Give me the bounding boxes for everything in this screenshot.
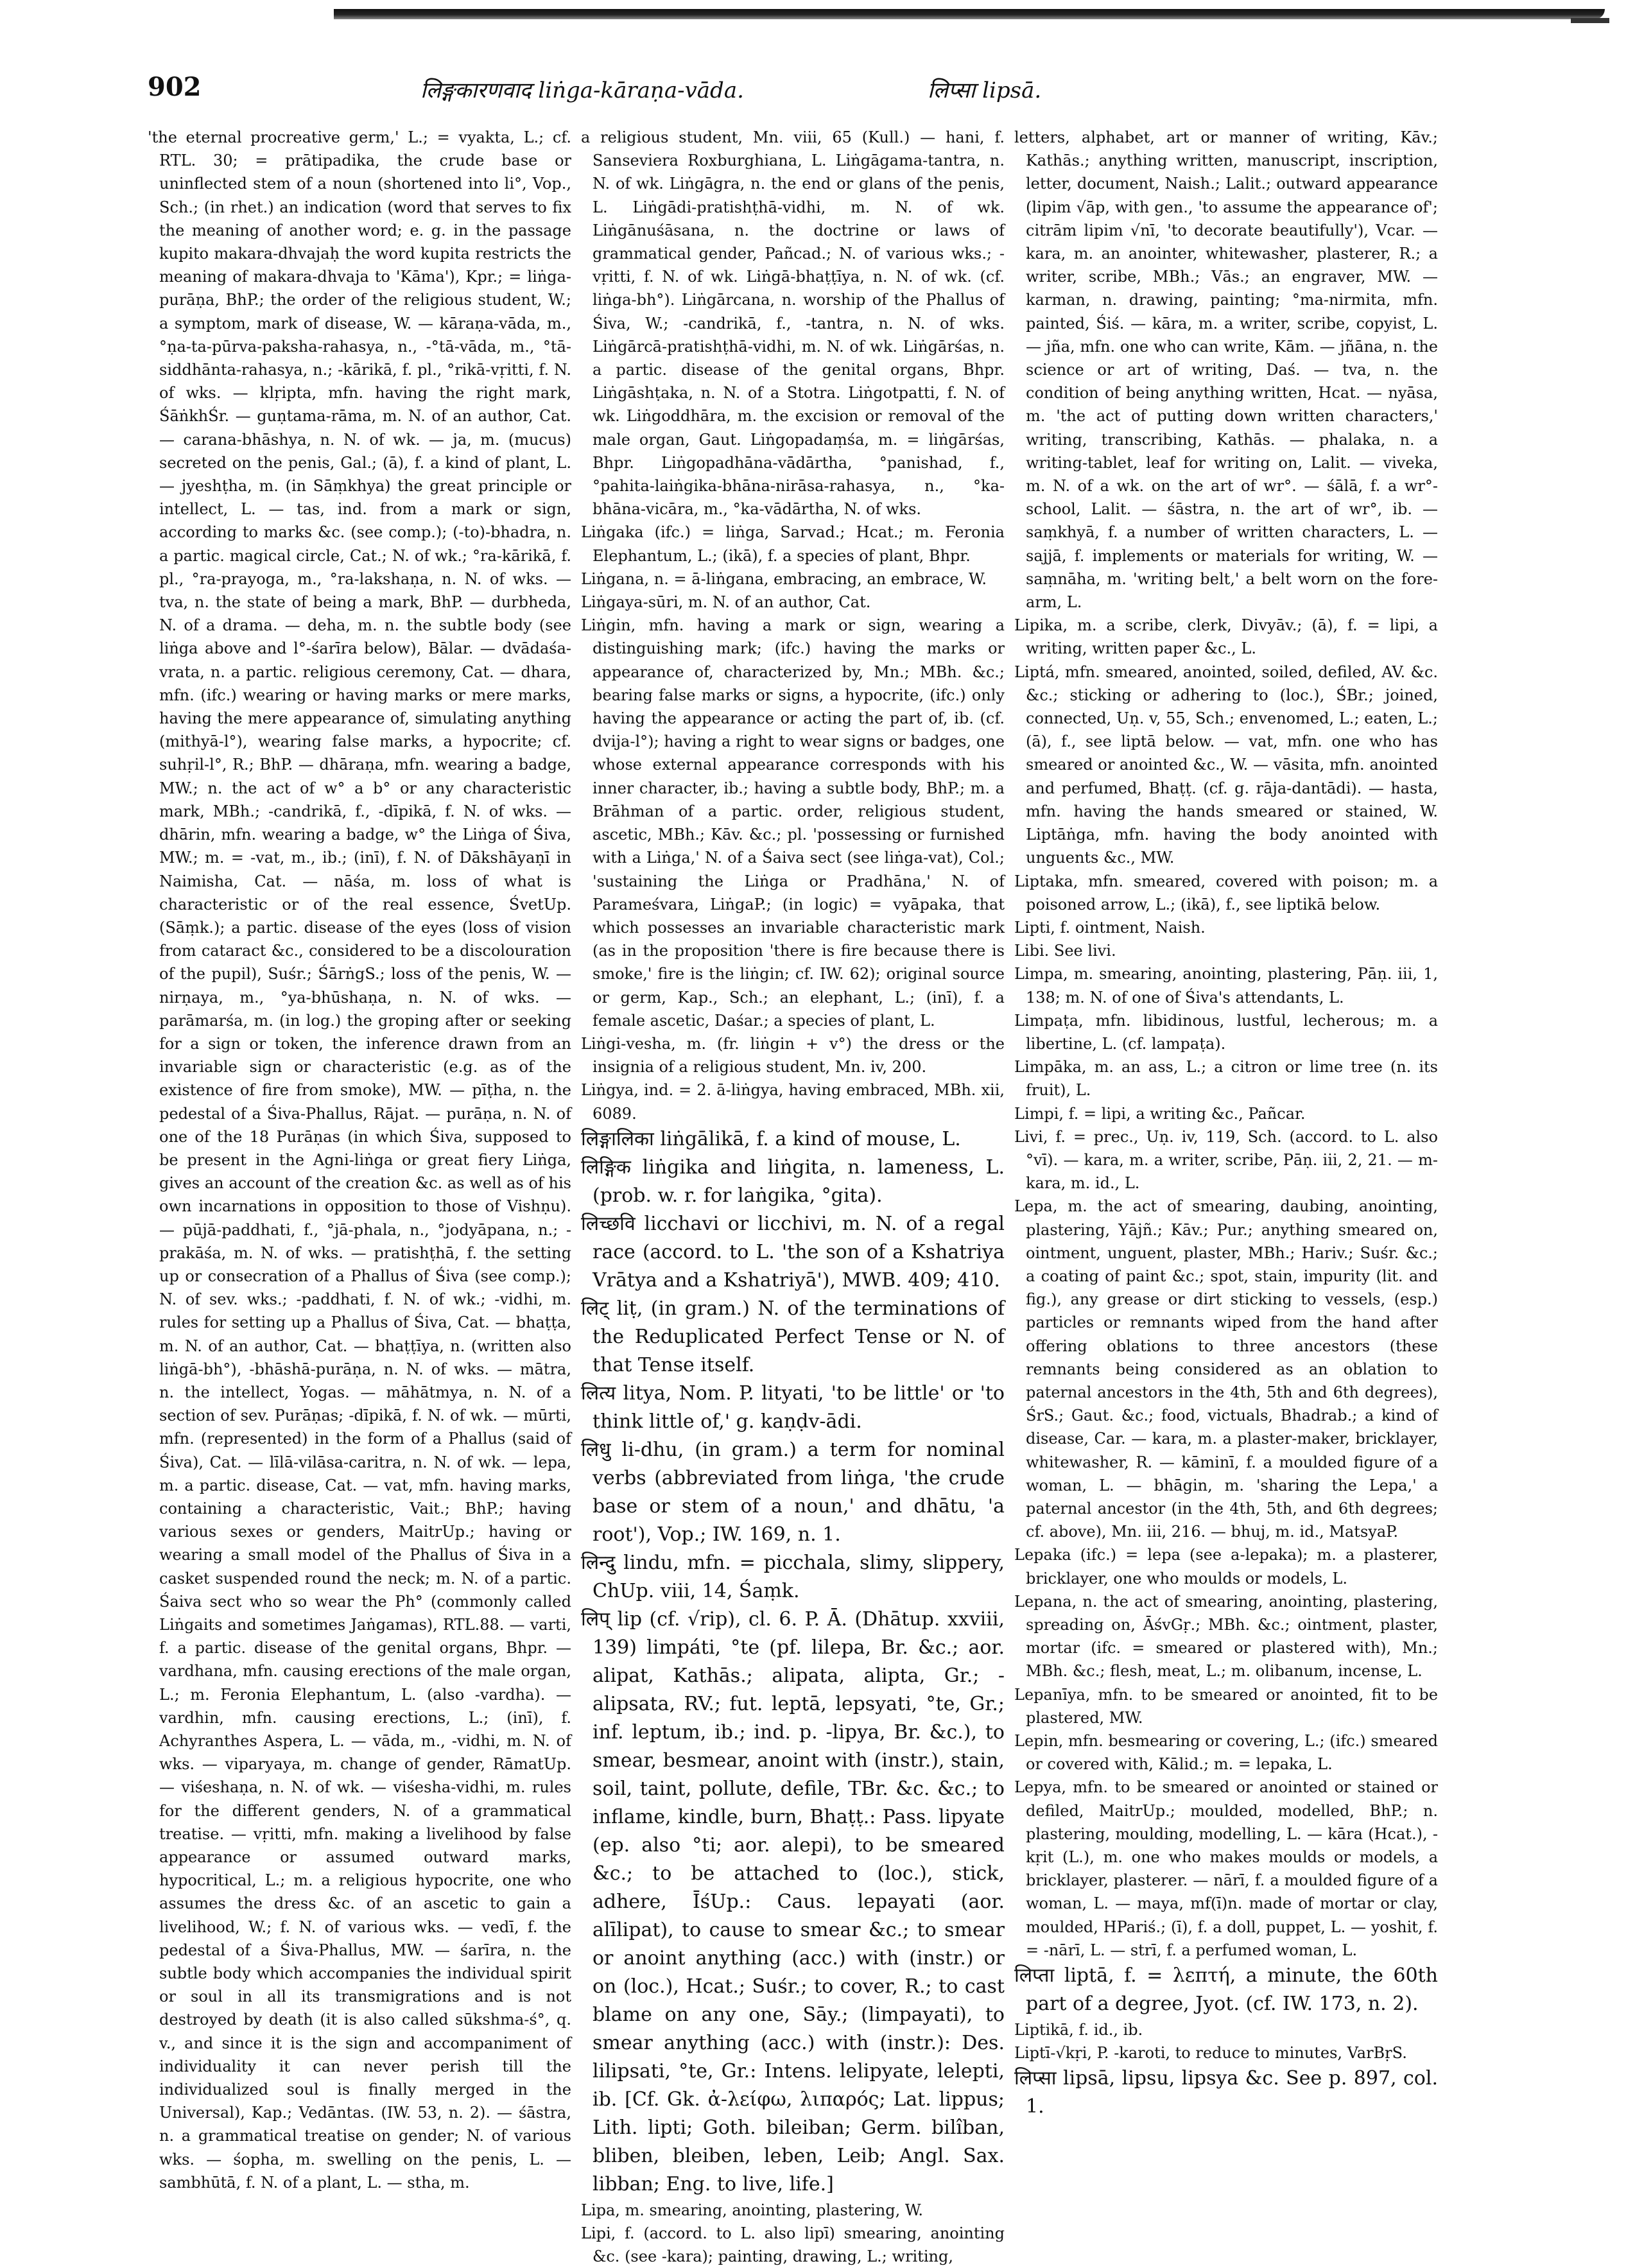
dictionary-entry: Liptá, mfn. smeared, anointed, soiled, defiled, AV. &c. &c.; sticking or adhering to (loc.), ŚBr.; joined, connected, Uṇ. v, 55, Sch.; envenomed, L.; eaten, L.; (ā), f., see liptā below. — vat, mfn. one who has smeared or anointed &c., W. — vāsita, mfn. anointed and perfumed, Bhaṭṭ. (cf. g. rāja-dantādi). — hasta, mfn. having the hands smeared or stained, W. Liptāṅga, mfn. having the body anointed with unguents &c., MW. — [1014, 662, 1438, 867]
dictionary-entry: Livi, f. = prec., Uṇ. iv, 119, Sch. (accord. to L. also °vī). — kara, m. a writer, scribe, Pāṇ. iii, 2, 21. — m-kara, m. id., L. — [1014, 1127, 1438, 1193]
dictionary-entry: Limpaṭa, mfn. libidinous, lustful, lecherous; m. a libertine, L. (cf. lampaṭa). — [1014, 1011, 1438, 1053]
column-1 — [148, 126, 571, 2194]
dictionary-entry-headword: लिङ्गिक liṅgika and liṅgita, n. lameness, L. (prob. w. r. for laṅgika, °gita). — [581, 1156, 1005, 1207]
dictionary-entry-headword: लित्य litya, Nom. P. lityati, 'to be little' or 'to think little of,' g. kaṇḍv-ādi. — [581, 1381, 1005, 1433]
dictionary-entry: Liptikā, f. id., ib. — [1014, 2021, 1143, 2039]
dictionary-entry: Lepin, mfn. besmearing or covering, L.; (ifc.) smeared or covered with, Kālid.; m. = lepaka, L. — [1014, 1732, 1438, 1774]
page-header — [148, 72, 1624, 123]
dictionary-entry: Lepana, n. the act of smearing, anointing, plastering, spreading on, ĀśvGṛ.; MBh. &c.; ointment, plaster, mortar (ifc. = smeared or plastered with), Mn.; MBh. &c.; flesh, meat, L.; m. olibanum, incense, L. — [1014, 1592, 1438, 1681]
right-headword: लिप्सा lipsā. — [928, 78, 1042, 103]
dictionary-entry: a religious student, Mn. viii, 65 (Kull.) — hani, f. Sanseviera Roxburghiana, L. Liṅgāgama-tantra, n. N. of wk. Liṅgāgra, n. the end or glans of the penis, L. Liṅgādi-pratishṭhā-vidhi, m. N. of wk. Liṅgānuśāsana, n. the doctrine or laws of grammatical gender, Pañcad.; N. of various wks.; -vṛitti, f. N. of wk. Liṅgā-bhaṭṭīya, n. N. of wk. (cf. liṅga-bh°). Liṅgārcana, n. worship of the Phallus of Śiva, W.; -candrikā, f., -tantra, n. N. of wks. Liṅgārcā-pratishṭhā-vidhi, m. N. of wk. Liṅgārśas, n. a partic. disease of the genital organs, Bhpr. Liṅgāshṭaka, n. N. of a Stotra. Liṅgotpatti, f. N. of wk. Liṅgoddhāra, m. the excision or removal of the male organ, Gaut. Liṅgopadaṃśa, m. = liṅgārśas, Bhpr. Liṅgopadhāna-vādārtha, °panishad, f., °pahita-laiṅgika-bhāna-nirāsa-rahasya, n., °ka-bhāna-vicāra, m., °ka-vādārtha, N. of wks. — [581, 128, 1005, 519]
dictionary-entry-headword: लिच्छवि licchavi or licchivi, m. N. of a regal race (accord. to L. 'the son of a Kshatriya Vrātya and a Kshatriyā'), MWB. 409; 410. — [581, 1212, 1005, 1292]
dictionary-entry: Lipa, m. smearing, anointing, plastering, W. — [581, 2201, 923, 2219]
dictionary-entry: Liṅgaya-sūri, m. N. of an author, Cat. — [581, 593, 871, 612]
dictionary-entry: Liptaka, mfn. smeared, covered with poison; m. a poisoned arrow, L.; (ikā), f., see liptikā below. — [1014, 872, 1438, 913]
column-2 — [581, 126, 1005, 2268]
left-headword: लिङ्गकारणवाद liṅga-kāraṇa-vāda. — [420, 78, 744, 103]
dictionary-entry: Liṅgin, mfn. having a mark or sign, wearing a distinguishing mark; (ifc.) having the marks or appearance of, characterized by, Mn.; MBh. &c.; bearing false marks or signs, a hypocrite, (ifc.) only having the appearance or acting the part of, ib. (cf. dvija-l°); having a right to wear signs or badges, one whose external appearance corresponds with his inner character, ib.; having a subtle body, BhP.; m. a Brāhman of a partic. order, religious student, ascetic, MBh.; Kāv. &c.; pl. 'possessing or furnished with a Liṅga,' N. of a Śaiva sect (see liṅga-vat), Col.; 'sustaining the Liṅga or Pradhāna,' N. of Parameśvara, LiṅgaP.; (in logic) = vyāpaka, that which possesses an invariable characteristic mark (as in the proposition 'there is fire because there is smoke,' fire is the liṅgin; cf. IW. 62); original source or germ, Kap., Sch.; an elephant, L.; (inī), f. a female ascetic, Daśar.; a species of plant, L. — [581, 616, 1005, 1030]
dictionary-entry-headword: लिन्दु lindu, mfn. = picchala, slimy, slippery, ChUp. viii, 14, Śaṃk. — [581, 1551, 1005, 1602]
dictionary-entry: 'the eternal procreative germ,' L.; = vyakta, L.; cf. RTL. 30; = prātipadika, the crude base or uninflected stem of a noun (shortened into li°, Vop., Sch.; (in rhet.) an indication (word that serves to fix the meaning of another word; e. g. in the passage kupito makara-dhvajaḥ the word kupita restricts the meaning of makara-dhvaja to 'Kāma'), Kpr.; = liṅga-purāṇa, BhP.; the order of the religious student, W.; a symptom, mark of disease, W. — kāraṇa-vāda, m., °ṇa-ta-pūrva-paksha-rahasya, n., -°tā-vāda, m., °tā-siddhānta-rahasya, n.; -kārikā, f. pl., °rikā-vṛitti, f. N. of wks. — klṛipta, mfn. having the right mark, ŚāṅkhŚr. — guṇtama-rāma, m. N. of an author, Cat. — carana-bhāshya, n. N. of wk. — ja, m. (mucus) secreted on the penis, Gal.; (ā), f. a kind of plant, L. — jyeshṭha, m. (in Sāṃkhya) the great principle or intellect, L. — tas, ind. from a mark or sign, according to marks &c. (see comp.); (-to)-bhadra, n. a partic. magical circle, Cat.; N. of wk.; °ra-kārikā, f. pl., °ra-prayoga, m., °ra-lakshaṇa, n. N. of wks. — tva, n. the state of being a mark, BhP. — durbheda, N. of a drama. — deha, m. n. the subtle body (see liṅga above and l°-śarīra below), Bālar. — dvādaśa-vrata, n. a partic. religious ceremony, Cat. — dhara, mfn. (ifc.) wearing or having marks or mere marks, having the mere appearance of, simulating anything (mithyā-l°), wearing false marks, a hypocrite; cf. suhṛil-l°, R.; BhP. — dhāraṇa, mfn. wearing a badge, MW.; n. the act of w° a b° or any characteristic mark, MBh.; -candrikā, f., -dīpikā, f. N. of wks. — dhārin, mfn. wearing a badge, w° the Liṅga of Śiva, MW.; m. = -vat, m., ib.; (inī), f. N. of Dākshāyaṇī in Naimisha, Cat. — nāśa, m. loss of what is characteristic or of the real essence, ŚvetUp. (Sāṃk.); a partic. disease of the eyes (loss of vision from cataract &c., considered to be a discolouration of the pupil), Suśr.; ŚārṅgS.; loss of the penis, W. — nirṇaya, m., °ya-bhūshaṇa, n. N. of wks. — parāmarśa, m. (in log.) the groping after or seeking for a sign or token, the inference drawn from an invariable sign or characteristic (e.g. as of the existence of fire from smoke), MW. — pīṭha, n. the pedestal of a Śiva-Phallus, Rājat. — purāṇa, n. N. of one of the 18 Purāṇas (in which Śiva, supposed to be present in the Agni-liṅga or great fiery Liṅga, gives an account of the creation &c. as well as of his own incarnations in opposition to those of Vishṇu). — pūjā-paddhati, f., °jā-phala, n., °jodyāpana, n.; -prakāśa, m. N. of wks. — pratishṭhā, f. the setting up or consecration of a Phallus of Śiva (see comp.); N. of sev. wks.; -paddhati, f. N. of wk.; -vidhi, m. rules for setting up a Phallus of Śiva, Cat. — bhaṭṭa, m. N. of an author, Cat. — bhaṭṭīya, n. (written also liṅgā-bh°), -bhāshā-purāṇa, n. N. of wks. — mātra, n. the intellect, Yogas. — māhātmya, n. N. of a section of sev. Purāṇas; -dīpikā, f. N. of wk. — mūrti, mfn. (represented) in the form of a Phallus (said of Śiva), Cat. — līlā-vilāsa-caritra, n. N. of wk. — lepa, m. a partic. disease, Cat. — vat, mfn. having marks, containing a characteristic, Vait.; BhP.; having various sexes or genders, MaitrUp.; having or wearing a small model of the Phallus of Śiva in a casket suspended round the neck; m. N. of a partic. Śaiva sect who so wear the Ph° (commonly called Liṅgaits and sometimes Jaṅgamas), RTL.88. — varti, f. a partic. disease of the genital organs, Bhpr. — vardhana, mfn. causing erections of the male organ, L.; m. Feronia Elephantum, L. (also -vardha). — vardhin, mfn. causing erections, L.; (inī), f. Achyranthes Aspera, L. — vāda, m., -vidhi, m. N. of wks. — viparyaya, m. change of gender, RāmatUp. — viśeshaṇa, n. N. of wk. — viśesha-vidhi, m. rules for the different genders, N. of a grammatical treatise. — vṛitti, mfn. making a livelihood by false appearance or assumed outward marks, hypocritical, L.; m. a religious hypocrite, one who assumes the dress &c. of an ascetic to gain a livelihood, W.; f. N. of various wks. — vedī, f. the pedestal of a Śiva-Phallus, MW. — śarīra, n. the subtle body which accompanies the individual spirit or soul in all its transmigrations and is not destroyed by death (it is also called sūkshma-ś°, q. v., and since it is the sign and accompaniment of individuality it can never perish till the individualized soul is finally merged in the Universal), Kap.; Vedāntas. (IW. 53, n. 2). — śāstra, n. a grammatical treatise on gender; N. of various wks. — śopha, m. swelling on the penis, L. — sambhūtā, f. N. of a plant, L. — stha, m. — [148, 128, 571, 2192]
dictionary-entry: Libi. See livi. — [1014, 942, 1116, 960]
dictionary-entry: Liṅgana, n. = ā-liṅgana, embracing, an embrace, W. — [581, 569, 987, 588]
column-3 — [1014, 126, 1438, 2121]
dictionary-entry-headword: लिङ्गालिका liṅgālikā, f. a kind of mouse, L. — [581, 1127, 961, 1150]
dictionary-entry: Liṅgi-vesha, m. (fr. liṅgin + v°) the dress or the insignia of a religious student, Mn. iv, 200. — [581, 1034, 1005, 1077]
dictionary-entry: Lepa, m. the act of smearing, daubing, anointing, plastering, Yājñ.; Kāv.; Pur.; anything smeared on, ointment, unguent, plaster, MBh.; Hariv.; Suśr. &c.; a coating of paint &c.; spot, stain, impurity (lit. and fig.), any grease or dirt sticking to vessels, (esp.) particles or remnants wiped from the hand after offering oblations to three ancestors (these remnants being considered as an oblation to paternal ancestors in the 4th, 5th and 6th degrees), ŚrS.; Gaut. &c.; food, victuals, Bhadrab.; a kind of disease, Car. — kara, m. a plaster-maker, bricklayer, whitewasher, R. — kāminī, f. a moulded figure of a woman, L. — bhāgin, m. 'sharing the Lepa,' a paternal ancestor (in the 4th, 5th, and 6th degrees; cf. above), Mn. iii, 216. — bhuj, m. id., MatsyaP. — [1014, 1197, 1438, 1541]
dictionary-entry: Liptī-√kṛi, P. -karoti, to reduce to minutes, VarBṛS. — [1014, 2044, 1407, 2063]
dictionary-entry: Limpi, f. = lipi, a writing &c., Pañcar. — [1014, 1104, 1306, 1123]
dictionary-entry: Limpāka, m. an ass, L.; a citron or lime tree (n. its fruit), L. — [1014, 1058, 1438, 1100]
dictionary-entry-headword: लिप्ता liptā, f. = λεπτή, a minute, the 60th part of a degree, Jyot. (cf. IW. 173, n. 2). — [1014, 1964, 1438, 2016]
dictionary-entry-headword: लिप् lip (cf. √rip), cl. 6. P. Ā. (Dhātup. xxviii, 139) limpáti, °te (pf. lilepa, Br. &c.; aor. alipat, Kathās.; alipata, alipta, Gr.; -alipsata, RV.; fut. leptā, lepsyati, °te, Gr.; inf. leptum, ib.; ind. p. -lipya, Br. &c.), to smear, besmear, anoint with (instr.), stain, soil, taint, pollute, defile, TBr. &c. &c.; to inflame, kindle, burn, Bhaṭṭ.: Pass. lipyate (ep. also °ti; aor. alepi), to be smeared &c.; to be attached to (loc.), stick, adhere, ĪśUp.: Caus. lepayati (aor. alīlipat), to cause to smear &c.; to smear or anoint anything (acc.) with (instr.) or on (loc.), Hcat.; Suśr.; to cover, R.; to cast blame on any one, Sāy.; (limpayati), to smear anything (acc.) with (instr.): Des. lilipsati, °te, Gr.: Intens. lelipyate, lelepti, ib. [Cf. Gk. ἀ-λείφω, λιπαρός; Lat. lippus; Lith. lipti; Goth. bileiban; Germ. bilîban, bliben, bleiben, leben, Leib; Angl. Sax. libban; Eng. to live, life.] — [581, 1607, 1005, 2195]
dictionary-entry: Lipi, f. (accord. to L. also lipī) smearing, anointing &c. (see -kara); painting, drawing, L.; writing, — [581, 2224, 1005, 2266]
dictionary-entry-headword: लिधु li-dhu, (in gram.) a term for nominal verbs (abbreviated from liṅga, 'the crude base or stem of a noun,' and dhātu, 'a root'), Vop.; IW. 169, n. 1. — [581, 1438, 1005, 1546]
scan-edge-bar — [334, 9, 1605, 19]
dictionary-entry: Lipika, m. a scribe, clerk, Divyāv.; (ā), f. = lipi, a writing, written paper &c., L. — [1014, 616, 1438, 658]
dictionary-entry: Limpa, m. smearing, anointing, plastering, Pāṇ. iii, 1, 138; m. N. of one of Śiva's attendants, L. — [1014, 965, 1438, 1007]
dictionary-entry: Lepya, mfn. to be smeared or anointed or stained or defiled, MaitrUp.; moulded, modelled, BhP.; n. plastering, moulding, modelling, L. — kāra (Hcat.), -kṛit (L.), m. one who makes moulds or models, a bricklayer, plasterer. — nārī, f. a moulded figure of a woman, L. — maya, mf(ī)n. made of mortar or clay, moulded, HPariś.; (ī), f. a doll, puppet, L. — yoshit, f. = -nārī, L. — strī, f. a perfumed woman, L. — [1014, 1778, 1438, 1959]
dictionary-entry: Liṅgaka (ifc.) = liṅga, Sarvad.; Hcat.; m. Feronia Elephantum, L.; (ikā), f. a species of plant, Bhpr. — [581, 523, 1005, 565]
dictionary-entry: Liṅgya, ind. = 2. ā-liṅgya, having embraced, MBh. xii, 6089. — [581, 1081, 1005, 1123]
dictionary-entry-headword: लिट् liṭ, (in gram.) N. of the terminations of the Reduplicated Perfect Tense or N. of that Tense itself. — [581, 1297, 1005, 1376]
scan-edge-mark — [1571, 18, 1609, 23]
dictionary-entry: Lepanīya, mfn. to be smeared or anointed, fit to be plastered, MW. — [1014, 1685, 1438, 1727]
page-number: 902 — [148, 72, 202, 102]
dictionary-entry: letters, alphabet, art or manner of writing, Kāv.; Kathās.; anything written, manuscript, inscription, letter, document, Naish.; Lalit.; outward appearance (lipim √āp, with gen., 'to assume the appearance of'; citrām lipim √nī, 'to decorate beautifully'), Vcar. — kara, m. an anointer, whitewasher, plasterer, R.; a writer, scribe, MBh.; Vās.; an engraver, MW. — karman, n. drawing, painting; °ma-nirmita, mfn. painted, Śiś. — kāra, m. a writer, scribe, copyist, L. — jña, mfn. one who can write, Kām. — jñāna, n. the science or art of writing, Daś. — tva, n. the condition of being anything written, Hcat. — nyāsa, m. 'the act of putting down written characters,' writing, transcribing, Kathās. — phalaka, n. a writing-tablet, leaf for writing on, Lalit. — viveka, m. N. of a wk. on the art of wr°. — śālā, f. a wr°-school, Lalit. — śāstra, n. the art of wr°, ib. — saṃkhyā, f. a number of written characters, L. — sajjā, f. implements or materials for writing, W. — saṃnāha, m. 'writing belt,' a belt worn on the fore-arm, L. — [1014, 128, 1438, 612]
dictionary-entry-headword: लिप्सा lipsā, lipsu, lipsya &c. See p. 897, col. 1. — [1014, 2067, 1438, 2118]
dictionary-entry: Lepaka (ifc.) = lepa (see a-lepaka); m. a plasterer, bricklayer, one who moulds or models, L. — [1014, 1546, 1438, 1588]
dictionary-entry: Lipti, f. ointment, Naish. — [1014, 918, 1206, 937]
